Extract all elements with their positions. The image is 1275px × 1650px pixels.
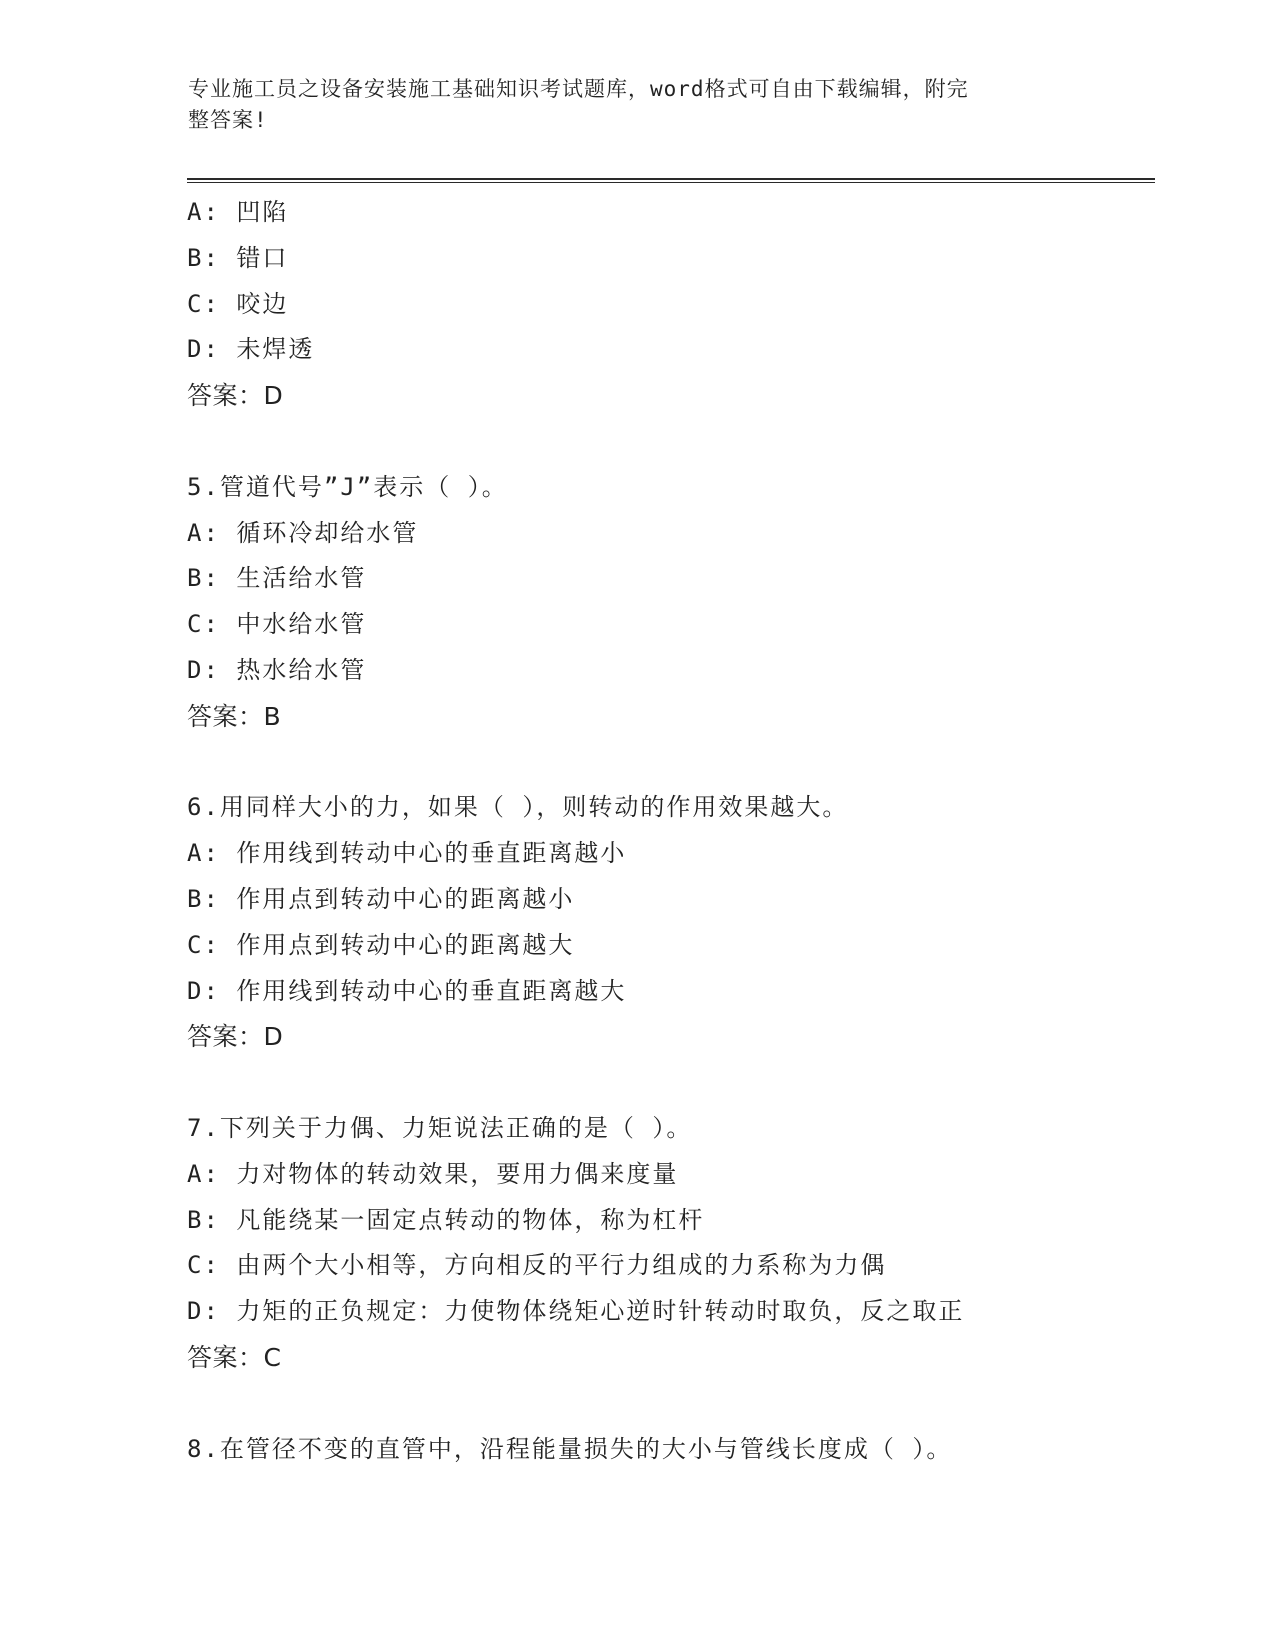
spacer <box>187 1060 1147 1106</box>
option-a: A: 凹陷 <box>187 198 289 226</box>
option-b: B: 作用点到转动中心的距离越小 <box>187 884 575 913</box>
header-line-1: 专业施工员之设备安装施工基础知识考试题库，word格式可自由下载编辑，附完 <box>188 77 969 101</box>
option-b: B: 错口 <box>187 243 289 272</box>
answer: 答案：D <box>187 1022 284 1052</box>
answer: 答案：B <box>187 701 282 731</box>
spacer <box>187 740 1147 786</box>
option-c: C: 作用点到转动中心的距离越大 <box>187 930 575 959</box>
option-b: B: 凡能绕某一固定点转动的物体，称为杠杆 <box>187 1205 705 1234</box>
option-d: D: 作用线到转动中心的垂直距离越大 <box>187 976 627 1005</box>
question-5 <box>187 465 1147 740</box>
question-stem: 6.用同样大小的力，如果（ ），则转动的作用效果越大。 <box>187 793 849 822</box>
spacer <box>187 1381 1147 1427</box>
question-7 <box>187 1106 1147 1381</box>
option-c: C: 咬边 <box>187 289 289 318</box>
question-stem: 5.管道代号”J”表示（ ）。 <box>187 472 508 501</box>
header-divider-thin <box>187 182 1155 183</box>
option-d: D: 未焊透 <box>187 335 315 364</box>
question-4 <box>187 190 1147 419</box>
option-d: D: 热水给水管 <box>187 655 367 684</box>
document-header <box>188 74 1068 136</box>
question-stem: 8.在管径不变的直管中，沿程能量损失的大小与管线长度成（ ）。 <box>187 1434 953 1463</box>
option-c: C: 由两个大小相等，方向相反的平行力组成的力系称为力偶 <box>187 1251 887 1280</box>
option-a: A: 作用线到转动中心的垂直距离越小 <box>187 839 627 868</box>
option-a: A: 循环冷却给水管 <box>187 518 419 547</box>
option-b: B: 生活给水管 <box>187 564 367 593</box>
header-line-2: 整答案! <box>188 108 268 132</box>
option-d: D: 力矩的正负规定：力使物体绕矩心逆时针转动时取负，反之取正 <box>187 1297 965 1326</box>
question-6 <box>187 785 1147 1060</box>
question-stem: 7.下列关于力偶、力矩说法正确的是（ ）。 <box>187 1113 693 1142</box>
answer: 答案：C <box>187 1342 282 1372</box>
header-divider-thick <box>187 178 1155 180</box>
option-c: C: 中水给水管 <box>187 610 367 639</box>
question-list <box>187 190 1147 1472</box>
question-8 <box>187 1427 1147 1473</box>
answer: 答案：D <box>187 381 284 411</box>
spacer <box>187 419 1147 465</box>
option-a: A: 力对物体的转动效果，要用力偶来度量 <box>187 1159 679 1188</box>
